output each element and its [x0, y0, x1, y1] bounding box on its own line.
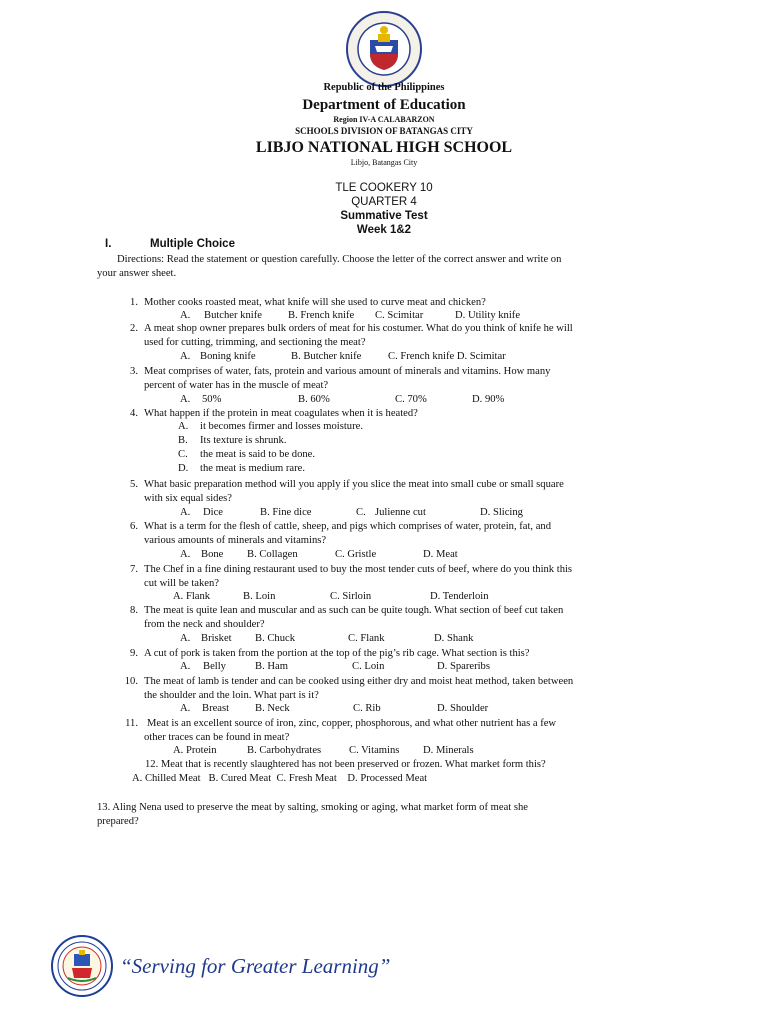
option-d: D. Minerals [423, 745, 474, 756]
school-name: LIBJO NATIONAL HIGH SCHOOL [255, 139, 513, 156]
option-letter: A. [180, 549, 191, 560]
option-letter: B. [178, 435, 188, 446]
option-c: C. Vitamins [349, 745, 400, 756]
question-text: What happen if the protein in meat coagulates when it is heated? [144, 408, 418, 419]
option-c-letter: C. [356, 507, 366, 518]
option-a: Breast [202, 703, 230, 714]
question-12: 12. Meat that is recently slaughtered has not been preserved or frozen. What market form this? [145, 759, 546, 770]
option-a: Butcher knife [204, 310, 262, 321]
option-d: D. Utility knife [455, 310, 521, 321]
department-title: Department of Education [302, 97, 466, 113]
option-text: the meat is medium rare. [200, 463, 306, 474]
question-number: 10. [124, 676, 138, 687]
option-a: Belly [203, 661, 226, 672]
option-c: C. Scimitar [375, 310, 424, 321]
option-cd: C. French knife D. Scimitar [388, 351, 506, 362]
option-c: C. Gristle [335, 549, 377, 560]
question-text: percent of water has in the muscle of meat? [144, 380, 329, 391]
option-a: Brisket [201, 633, 232, 644]
option-d: D. Spareribs [437, 661, 490, 672]
question-number: 2. [130, 323, 138, 334]
option-letter: D. [178, 463, 189, 474]
option-letter: A. [180, 507, 191, 518]
question-text: Mother cooks roasted meat, what knife will she used to curve meat and chicken? [144, 297, 486, 308]
question-text: Meat is an excellent source of iron, zinc, copper, phosphorous, and what other nutrient has a few [147, 718, 557, 729]
option-letter: C. [178, 449, 188, 460]
question-text: various amounts of minerals and vitamins? [144, 535, 327, 546]
option-b: B. Loin [243, 591, 276, 602]
option-c: C. Rib [353, 703, 381, 714]
question-number: 7. [130, 564, 138, 575]
republic-line: Republic of the Philippines [323, 82, 445, 93]
test-subject: TLE COOKERY 10 [335, 182, 433, 194]
option-letter: A. [178, 421, 189, 432]
option-letter: A. [180, 394, 191, 405]
school-address: Libjo, Batangas City [350, 158, 418, 167]
question-text: The Chef in a fine dining restaurant used to buy the most tender cuts of beef, where do you think this [144, 564, 573, 575]
question-text: cut will be taken? [144, 578, 220, 589]
option-c: C. 70% [395, 394, 427, 405]
section-roman: I. [105, 238, 112, 250]
school-logo [50, 934, 114, 998]
option-a: Bone [201, 549, 224, 560]
question-text: The meat is quite lean and muscular and as such can be quite tough. What section of beef cut taken [144, 605, 564, 616]
option-d: D. 90% [472, 394, 505, 405]
option-a: A. Flank [173, 591, 211, 602]
question-number: 3. [130, 366, 138, 377]
question-text: A meat shop owner prepares bulk orders of meat for his costumer. What do you think of knife he will [144, 323, 573, 334]
option-d: D. Shank [434, 633, 474, 644]
option-b: B. Carbohydrates [247, 745, 322, 756]
question-text: What is a term for the flesh of cattle, sheep, and pigs which comprises of water, protein, fat, and [144, 521, 552, 532]
option-a: Boning knife [200, 351, 256, 362]
test-week: Week 1&2 [356, 224, 412, 236]
option-letter: A. [180, 703, 191, 714]
question-13-line-2: prepared? [97, 816, 139, 827]
option-b: B. Neck [255, 703, 290, 714]
deped-seal [345, 10, 423, 88]
footer-motto: “Serving for Greater Learning” [120, 954, 391, 978]
question-number: 6. [130, 521, 138, 532]
option-b: B. 60% [298, 394, 330, 405]
question-number: 11. [125, 718, 138, 729]
option-letter: A. [180, 661, 191, 672]
option-a: 50% [202, 394, 222, 405]
question-number: 9. [130, 648, 138, 659]
question-text: Meat comprises of water, fats, protein and various amount of minerals and vitamins. How many [144, 366, 551, 377]
option-b: B. French knife [288, 310, 355, 321]
division-line: SCHOOLS DIVISION OF BATANGAS CITY [295, 126, 473, 136]
question-text: other traces can be found in meat? [144, 732, 290, 743]
option-c: C. Loin [352, 661, 385, 672]
option-a: Dice [203, 507, 223, 518]
question-number: 4. [130, 408, 138, 419]
question-text: What basic preparation method will you apply if you slice the meat into small cube or small square [144, 479, 564, 490]
option-letter: A. [180, 351, 191, 362]
question-13-line-1: 13. Aling Nena used to preserve the meat by salting, smoking or aging, what market form of meat she [97, 802, 529, 813]
option-letter: A. [180, 633, 191, 644]
option-b: B. Fine dice [260, 507, 312, 518]
question-number: 8. [130, 605, 138, 616]
region-line: Region IV-A CALABARZON [333, 115, 435, 124]
question-text: the shoulder and the loin. What part is it? [144, 690, 319, 701]
option-d: D. Shoulder [437, 703, 489, 714]
option-c: Julienne cut [375, 507, 426, 518]
test-quarter: QUARTER 4 [351, 196, 417, 208]
option-b: B. Chuck [255, 633, 296, 644]
question-number: 1. [130, 297, 138, 308]
option-b: B. Collagen [247, 549, 298, 560]
option-c: C. Sirloin [330, 591, 372, 602]
option-d: D. Tenderloin [430, 591, 489, 602]
option-b: B. Ham [255, 661, 288, 672]
option-d: D. Meat [423, 549, 458, 560]
option-text: Its texture is shrunk. [200, 435, 287, 446]
option-b: B. Butcher knife [291, 351, 362, 362]
section-title: Multiple Choice [150, 238, 235, 250]
question-text: with six equal sides? [144, 493, 232, 504]
question-text: used for cutting, trimming, and sectioning the meat? [144, 337, 366, 348]
question-text: A cut of pork is taken from the portion at the top of the pig’s rib cage. What section is this? [144, 648, 530, 659]
directions-line-1: Directions: Read the statement or question carefully. Choose the letter of the correct answer and write on [117, 254, 562, 265]
directions-line-2: your answer sheet. [97, 268, 177, 279]
option-a: A. Protein [173, 745, 217, 756]
option-c: C. Flank [348, 633, 385, 644]
question-text: The meat of lamb is tender and can be cooked using either dry and moist heat method, taken between [144, 676, 574, 687]
question-number: 5. [130, 479, 138, 490]
test-title: Summative Test [340, 210, 428, 222]
option-letter: A. [180, 310, 191, 321]
question-12-options: A. Chilled Meat B. Cured Meat C. Fresh Meat D. Processed Meat [132, 773, 428, 784]
option-text: the meat is said to be done. [200, 449, 316, 460]
option-text: it becomes firmer and losses moisture. [200, 421, 363, 432]
option-d: D. Slicing [480, 507, 523, 518]
question-text: from the neck and shoulder? [144, 619, 265, 630]
